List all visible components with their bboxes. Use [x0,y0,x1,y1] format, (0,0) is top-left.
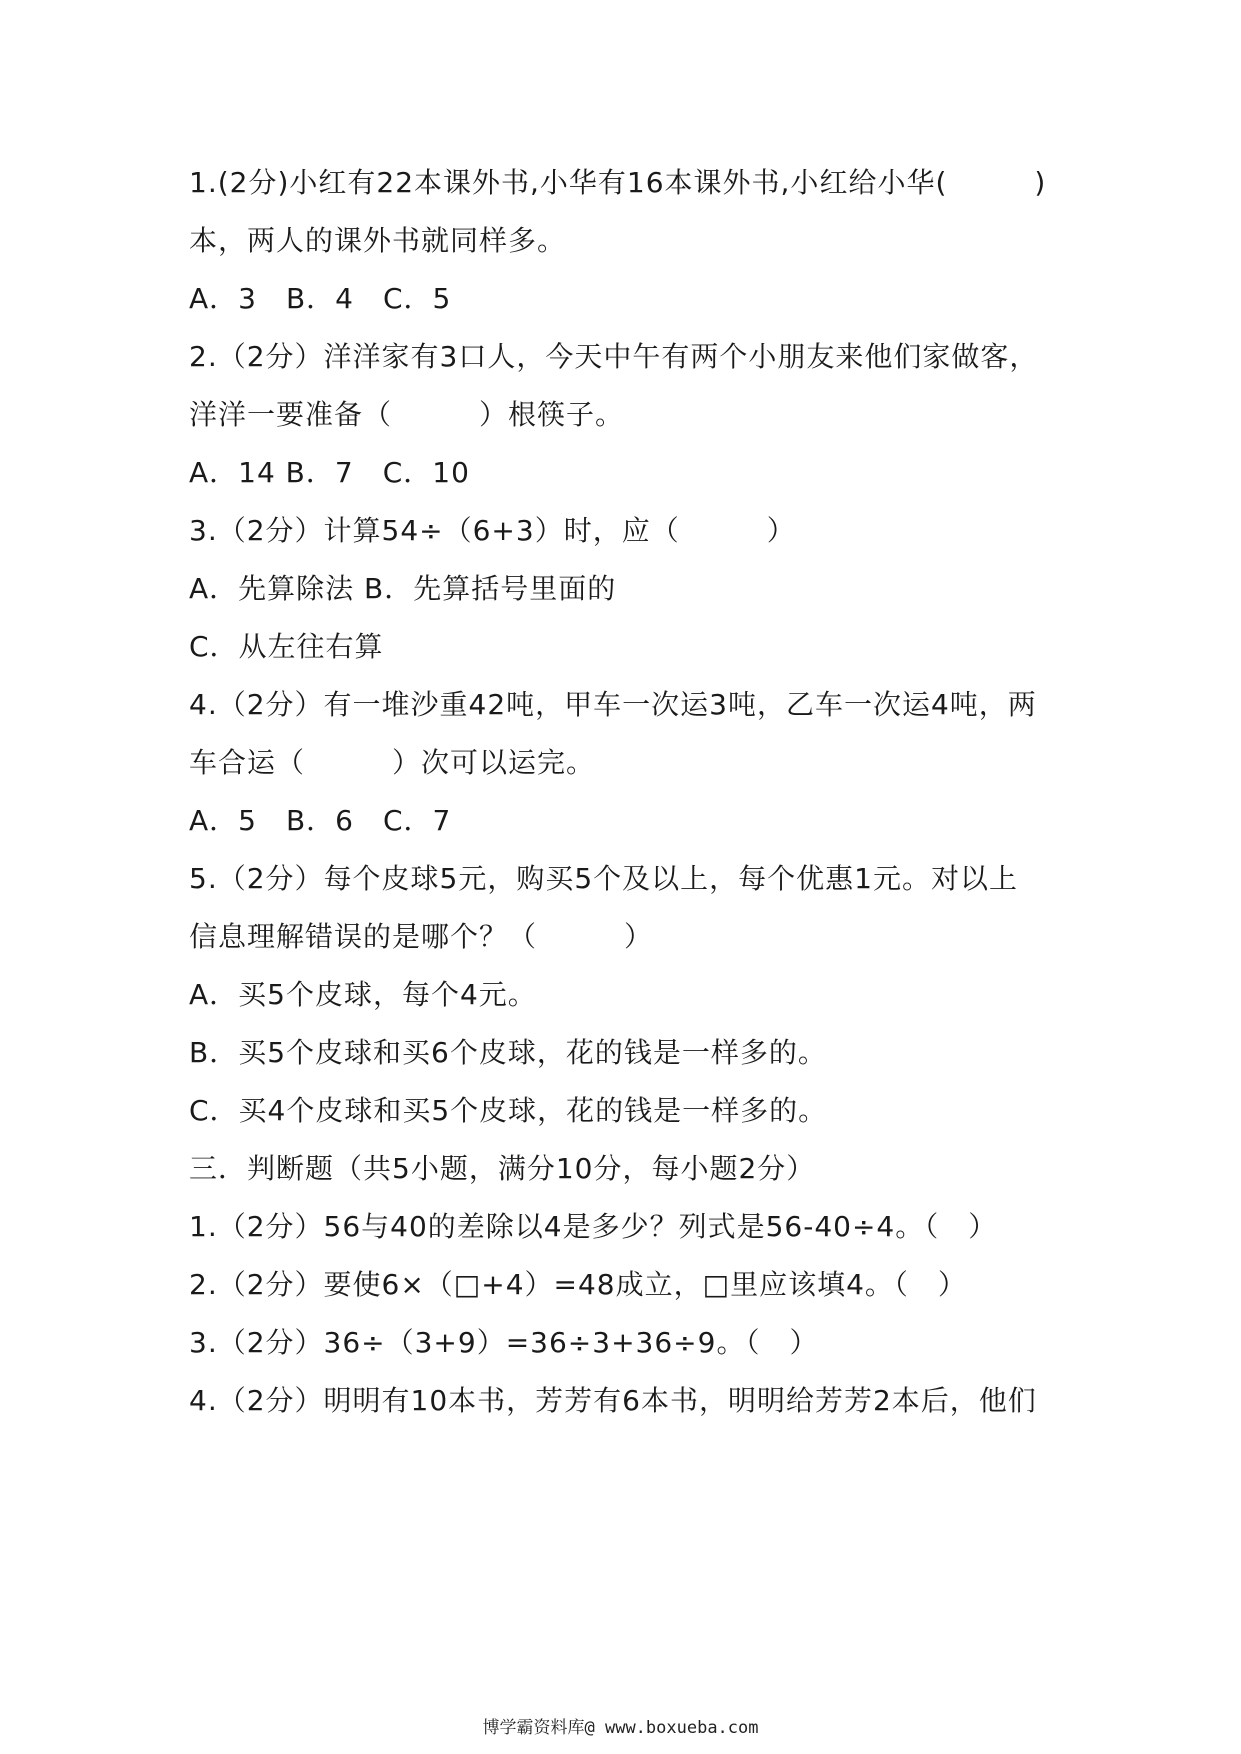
question-1-options: A．3 B．4 C．5 [189,282,452,315]
question-4-stem-continued: 车合运（ ）次可以运完。 [189,746,596,779]
question-4-options: A．5 B．6 C．7 [189,804,452,837]
question-2-stem: 2.（2分）洋洋家有3口人，今天中午有两个小朋友来他们家做客， [189,340,1039,373]
question-3-stem: 3.（2分）计算54÷（6+3）时，应（ ） [189,514,796,547]
watermark-footer: 博学霸资料库@ www.boxueba.com [482,1718,759,1738]
tf-question-1: 1.（2分）56与40的差除以4是多少？列式是56-40÷4。（ ） [189,1210,998,1243]
section-heading-true-false: 三．判断题（共5小题，满分10分，每小题2分） [189,1152,816,1185]
question-5-stem-continued: 信息理解错误的是哪个？（ ） [189,920,654,953]
tf-question-2: 2.（2分）要使6×（□+4）=48成立，□里应该填4。（ ） [189,1268,967,1301]
question-4-stem: 4.（2分）有一堆沙重42吨，甲车一次运3吨，乙车一次运4吨，两 [189,688,1037,721]
question-5-stem: 5.（2分）每个皮球5元，购买5个及以上，每个优惠1元。对以上 [189,862,1018,895]
question-5-option-c: C．买4个皮球和买5个皮球，花的钱是一样多的。 [189,1094,828,1127]
question-2-options: A．14 B．7 C．10 [189,456,470,489]
question-1-stem: 1.(2分)小红有22本课外书,小华有16本课外书,小红给小华( ) [189,166,1047,199]
question-5-option-a: A．买5个皮球，每个4元。 [189,978,537,1011]
tf-question-3: 3.（2分）36÷（3+9）=36÷3+36÷9。（ ） [189,1326,819,1359]
question-3-option-c: C．从左往右算 [189,630,384,663]
question-5-option-b: B．买5个皮球和买6个皮球，花的钱是一样多的。 [189,1036,827,1069]
question-2-stem-continued: 洋洋一要准备（ ）根筷子。 [189,398,625,431]
tf-question-4: 4.（2分）明明有10本书，芳芳有6本书，明明给芳芳2本后，他们 [189,1384,1037,1417]
question-3-options-ab: A．先算除法 B．先算括号里面的 [189,572,617,605]
question-1-stem-continued: 本，两人的课外书就同样多。 [189,224,567,257]
